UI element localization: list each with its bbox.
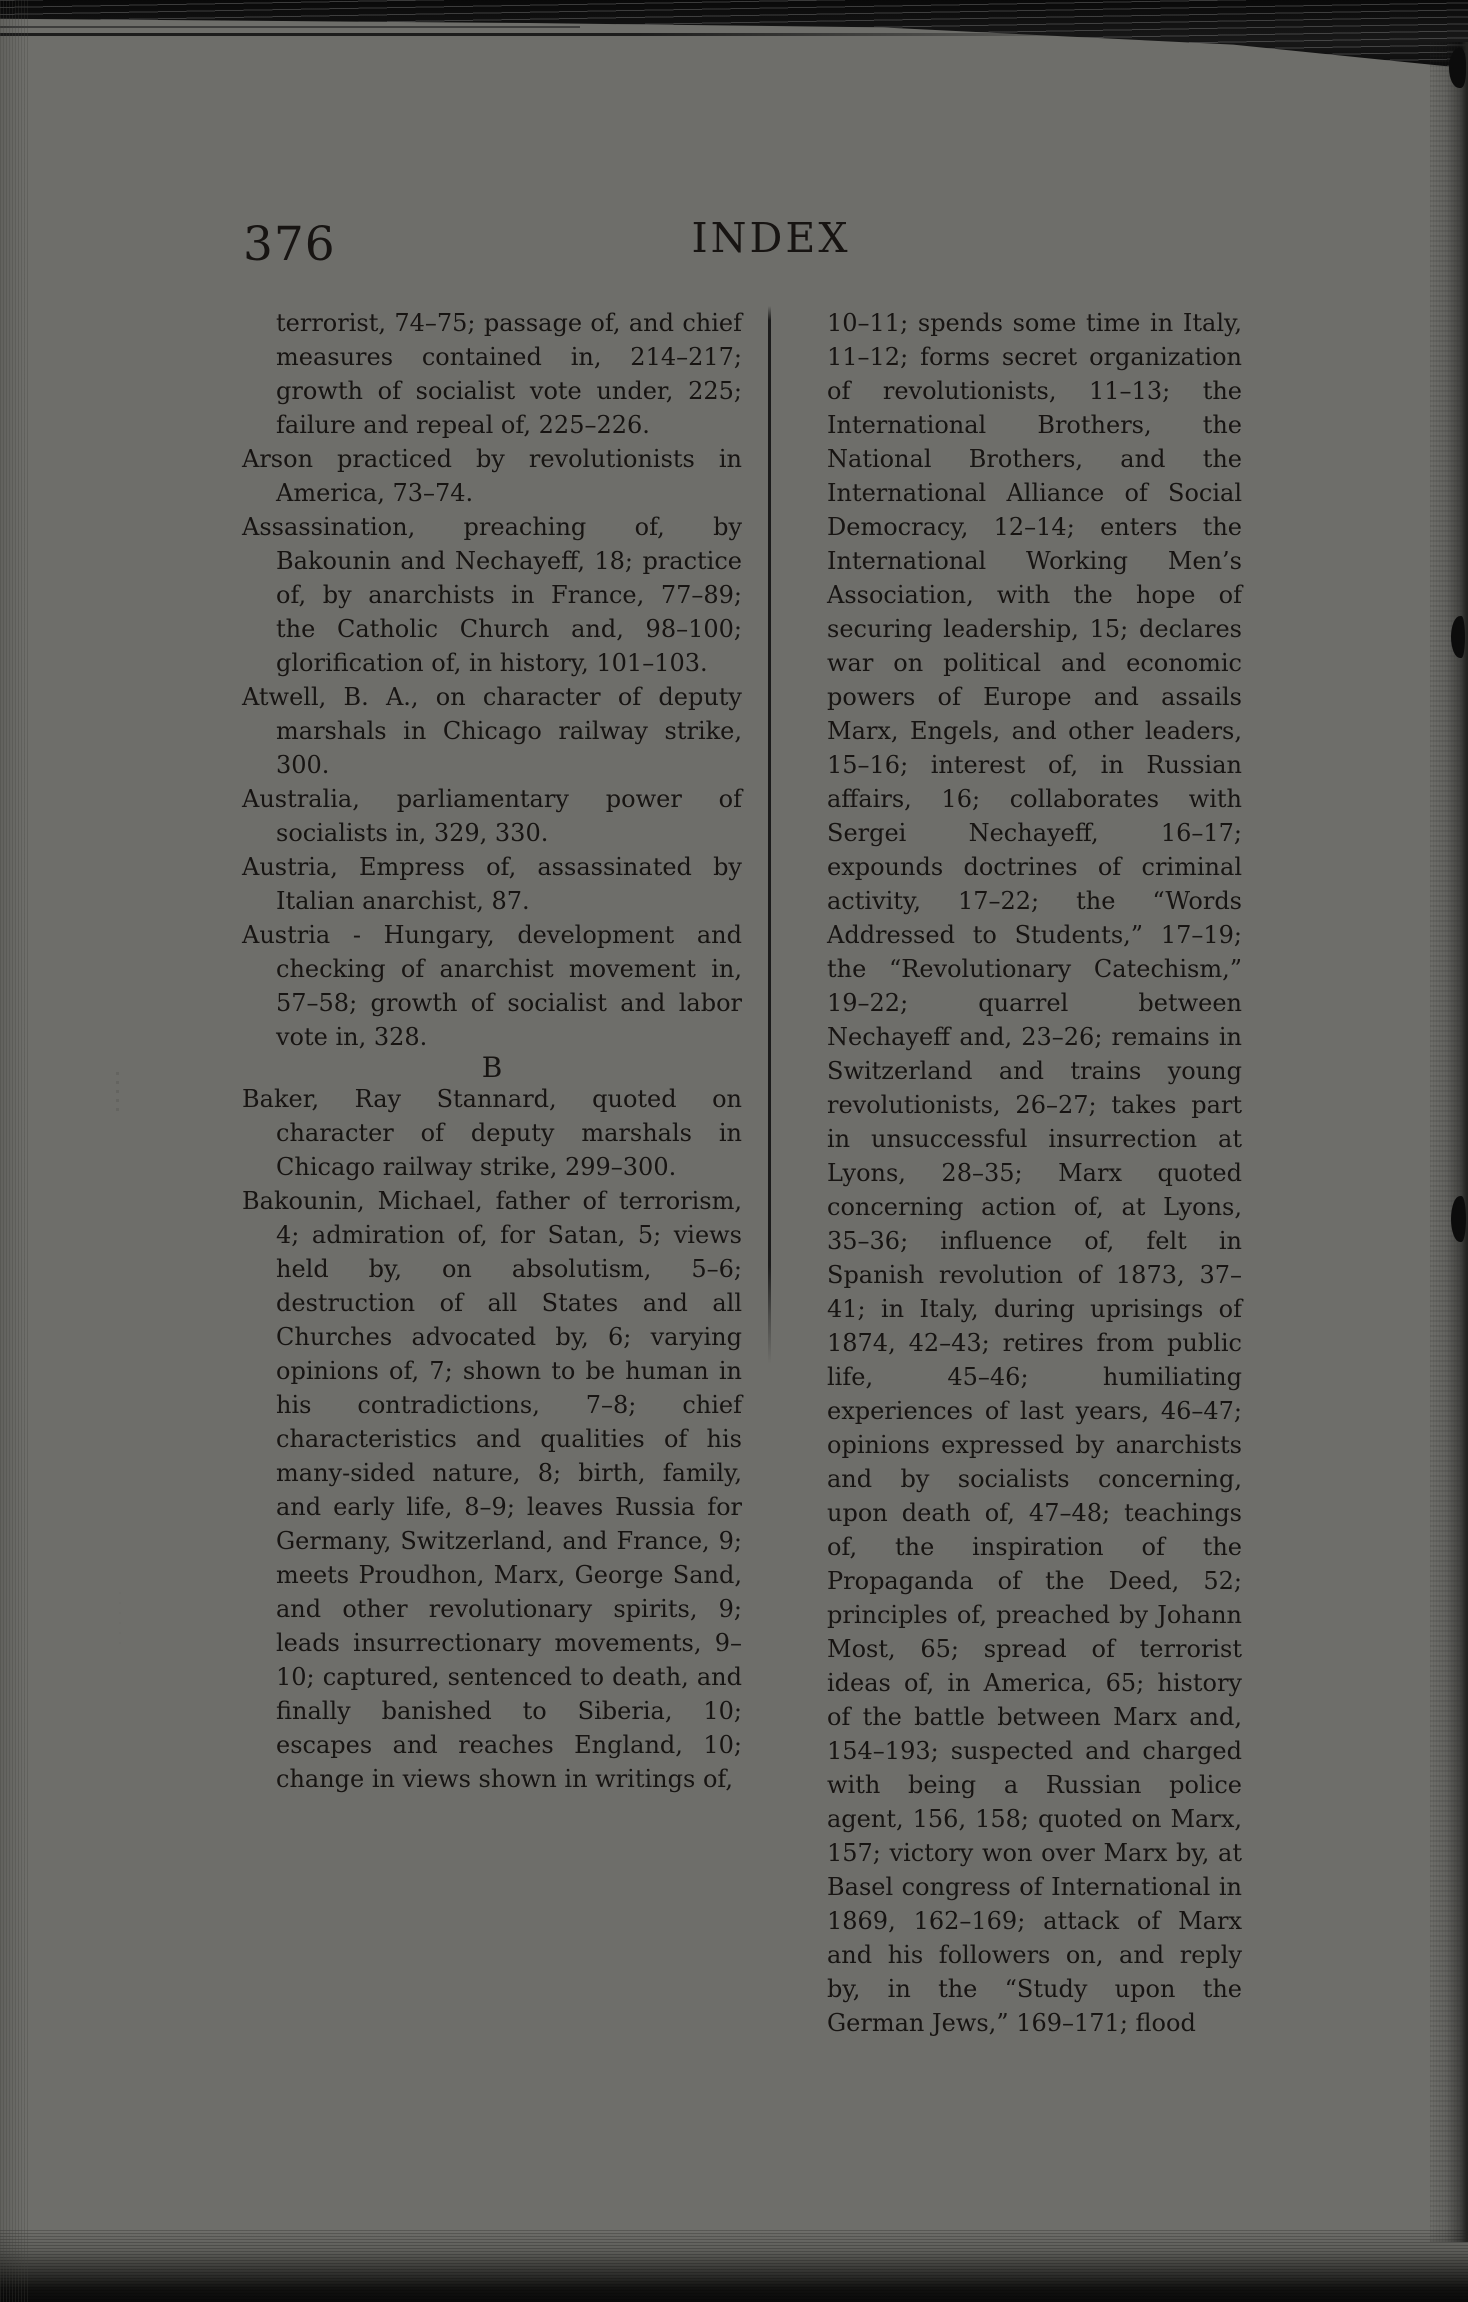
scan-edge-top-band [0,0,1468,72]
scan-edge-top-streak [0,33,1160,36]
ink-smudge [1451,616,1465,658]
index-entry: Atwell, B. A., on character of deputy marshals in Chicago railway strike, 300. [242,683,742,779]
scan-edge-bottom-band [0,2230,1468,2302]
column-divider-rule [768,306,771,1364]
index-right-column [827,306,1242,2040]
index-entry-continuation: 10–11; spends some time in Italy, 11–12; forms secret organization of revolutionists, 11–13; the International Brothers, the National Brothers, and the International Alliance of Social Democracy, 12–14; enters the International Working Men’s Association, with the hope of securing leadership, 15; declares war on political and economic powers of Europe and assails Marx, Engels, and other leaders, 15–16; interest of, in Russian affairs, 16; collaborates with Sergei Nechayeff, 16–17; expounds doctrines of criminal activity, 17–22; the “Words Addressed to Students,” 17–19; the “Revolutionary Catechism,” 19–22; quarrel between Nechayeff and, 23–26; remains in Switzerland and trains young revolutionists, 26–27; takes part in unsuccessful insurrection at Lyons, 28–35; Marx quoted concerning action of, at Lyons, 35–36; influence of, felt in Spanish revolution of 1873, 37–41; in Italy, during uprisings of 1874, 42–43; retires from public life, 45–46; humiliating experiences of last years, 46–47; opinions expressed by anarchists and by socialists concerning, upon death of, 47–48; teachings of, the inspiration of the Propaganda of the Deed, 52; principles of, preached by Johann Most, 65; spread of terrorist ideas of, in America, 65; history of the battle between Marx and, 154–193; suspected and charged with being a Russian police agent, 156, 158; quoted on Marx, 157; victory won over Marx by, at Basel congress of International in 1869, 162–169; attack of Marx and his followers on, and reply by, in the “Study upon the German Jews,” 169–171; flood [827,309,1242,2037]
page-number: 376 [243,217,336,272]
index-entry: Arson practiced by revolutionists in America, 73–74. [242,445,742,507]
ink-smudge [1451,1196,1466,1242]
index-columns [242,306,1252,2040]
ink-smudge [1449,48,1466,88]
index-entry: Australia, parliamentary power of socialists in, 329, 330. [242,785,742,847]
scan-edge-left-page-texture [0,0,30,2302]
scan-edge-top-streak-thin [0,26,580,28]
scan-edge-right-shadow [1430,42,1468,2242]
section-letter-b: B [481,1051,503,1084]
index-entry: Bakounin, Michael, father of terrorism, 4; admiration of, for Satan, 5; views held by, on absolutism, 5–6; destruction of all States and all Churches advocated by, 6; varying opinions of, 7; shown to be human in his contradictions, 7–8; chief characteristics and qualities of his many-sided nature, 8; birth, family, and early life, 8–9; leaves Russia for Germany, Switzerland, and France, 9; meets Proudhon, Marx, George Sand, and other revolutionary spirits, 9; leads insurrectionary movements, 9–10; captured, sentenced to death, and finally banished to Siberia, 10; escapes and reaches England, 10; change in views shown in writings of, [242,1187,742,1793]
index-entry: Baker, Ray Stannard, quoted on character of deputy marshals in Chicago railway strike, 299–300. [242,1085,742,1181]
page-title: INDEX [691,214,851,262]
stray-mark [119,1592,121,1650]
index-left-column [242,306,742,1796]
index-entry-continuation: terrorist, 74–75; passage of, and chief measures contained in, 214–217; growth of socialist vote under, 225; failure and repeal of, 225–226. [276,309,742,439]
index-entry: Assassination, preaching of, by Bakounin and Nechayeff, 18; practice of, by anarchists in France, 77–89; the Catholic Church and, 98–100; glorification of, in history, 101–103. [242,513,742,677]
stray-mark [116,1072,119,1116]
index-entry: Austria - Hungary, development and checking of anarchist movement in, 57–58; growth of socialist and labor vote in, 328. [242,921,742,1051]
index-entry: Austria, Empress of, assassinated by Italian anarchist, 87. [242,853,742,915]
